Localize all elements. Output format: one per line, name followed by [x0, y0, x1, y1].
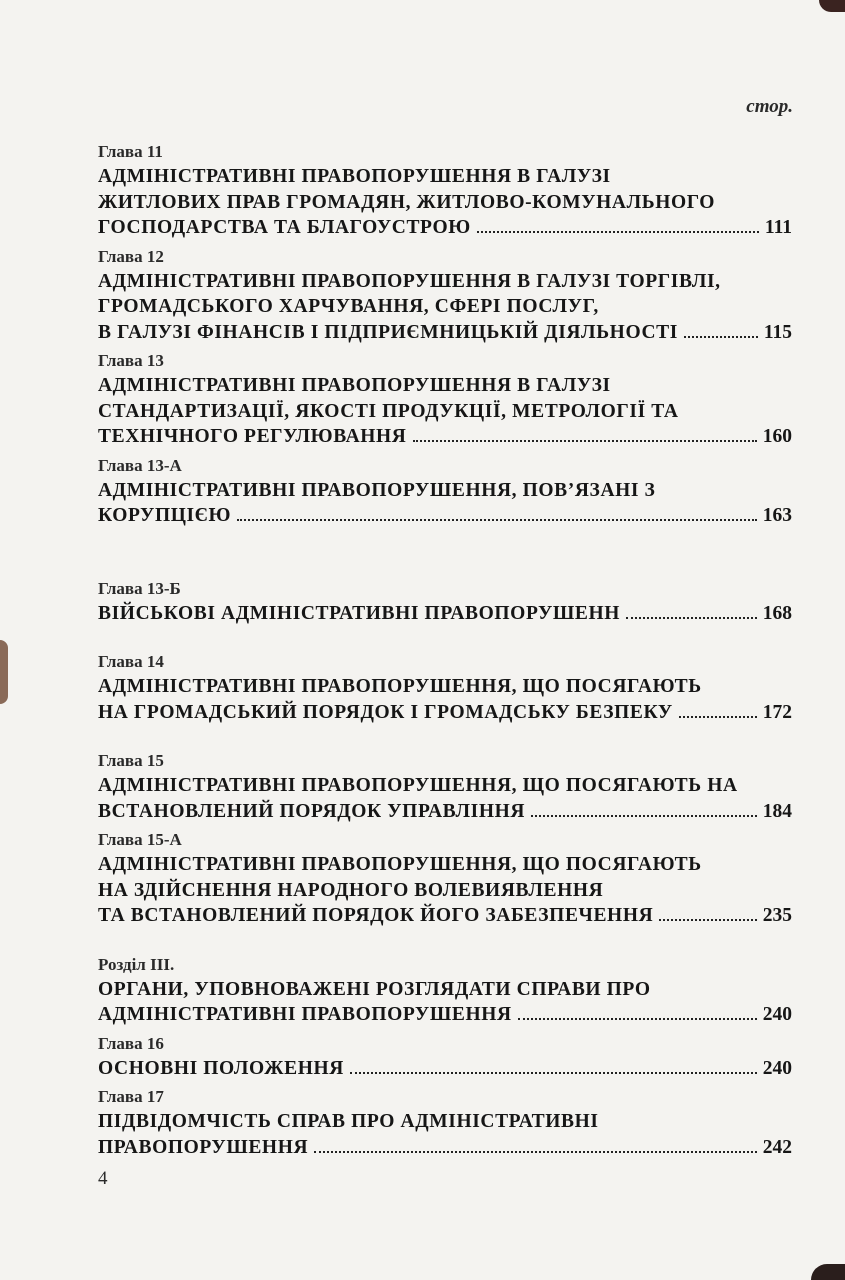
entry-title-line: АДМІНІСТРАТИВНІ ПРАВОПОРУШЕННЯ В ГАЛУЗІ [98, 166, 611, 187]
entry-title-line: АДМІНІСТРАТИВНІ ПРАВОПОРУШЕННЯ, ЩО ПОСЯГАЮТЬ [98, 854, 702, 875]
entry-title-line: ОРГАНИ, УПОВНОВАЖЕНІ РОЗГЛЯДАТИ СПРАВИ ПРО [98, 978, 651, 1000]
toc-entry-ch14 [98, 650, 792, 725]
chapter-label: Глава 15 [98, 751, 164, 770]
page-number: 172 [762, 701, 792, 723]
page-number: 111 [764, 217, 792, 238]
chapter-label: Глава 14 [98, 652, 164, 671]
entry-last-line [98, 1056, 792, 1082]
toc-entry-section3 [98, 953, 792, 1028]
entry-title-line: ГРОМАДСЬКОГО ХАРЧУВАННЯ, СФЕРІ ПОСЛУГ, [98, 296, 599, 317]
entry-title-line: ГОСПОДАРСТВА ТА БЛАГОУСТРОЮ [98, 217, 471, 238]
entry-last-line [98, 903, 792, 929]
dot-leader [314, 1151, 757, 1153]
entry-last-line [98, 799, 792, 825]
chapter-label: Глава 13-Б [98, 578, 181, 598]
entry-title-line: ЖИТЛОВИХ ПРАВ ГРОМАДЯН, ЖИТЛОВО-КОМУНАЛЬНОГО [98, 191, 716, 213]
page-edge-shadow [0, 640, 8, 704]
entry-last-line [98, 424, 792, 450]
page-edge-shadow [819, 0, 845, 12]
dot-leader [237, 519, 757, 521]
chapter-label: Глава 13 [98, 351, 164, 370]
entry-title-line: ВСТАНОВЛЕНИЙ ПОРЯДОК УПРАВЛІННЯ [98, 800, 526, 822]
entry-title-line: АДМІНІСТРАТИВНІ ПРАВОПОРУШЕННЯ, ПОВ’ЯЗАНІ З [98, 479, 656, 501]
toc-entry-ch15 [98, 749, 792, 824]
entry-title-line: АДМІНІСТРАТИВНІ ПРАВОПОРУШЕННЯ В ГАЛУЗІ ТОРГІВЛІ, [98, 270, 721, 292]
entry-title-line: В ГАЛУЗІ ФІНАНСІВ І ПІДПРИЄМНИЦЬКІЙ ДІЯЛЬНОСТІ [98, 321, 678, 343]
page-number: 242 [762, 1136, 792, 1158]
entry-last-line [98, 503, 792, 529]
entry-title-line: НА ЗДІЙСНЕННЯ НАРОДНОГО ВОЛЕВИЯВЛЕННЯ [98, 879, 604, 901]
toc-entry-ch12 [98, 245, 792, 346]
page-number: 163 [762, 505, 792, 526]
page-number: 168 [762, 602, 792, 624]
entry-title-line: ПРАВОПОРУШЕННЯ [98, 1136, 309, 1158]
dot-leader [350, 1072, 757, 1074]
entry-title-line: ПІДВІДОМЧІСТЬ СПРАВ ПРО АДМІНІСТРАТИВНІ [98, 1111, 599, 1132]
page-column-header: стор. [746, 96, 793, 117]
dot-leader [679, 716, 757, 718]
entry-title-line: ТЕХНІЧНОГО РЕГУЛЮВАННЯ [98, 426, 407, 447]
entry-last-line [98, 1002, 792, 1028]
dot-leader [531, 815, 757, 817]
page-number: 184 [762, 800, 792, 822]
page-number: 115 [763, 321, 792, 343]
toc-entry-ch17 [98, 1085, 792, 1160]
entry-title-line: АДМІНІСТРАТИВНІ ПРАВОПОРУШЕННЯ, ЩО ПОСЯГАЮТЬ [98, 676, 702, 697]
toc-entry-ch15a [98, 828, 792, 929]
chapter-label: Глава 12 [98, 246, 164, 266]
entry-last-line [98, 1135, 792, 1161]
entry-last-line [98, 601, 792, 627]
entry-last-line [98, 215, 792, 241]
entry-last-line [98, 700, 792, 726]
chapter-label: Глава 13-А [98, 455, 182, 475]
entry-title-line: КОРУПЦІЄЮ [98, 505, 232, 526]
entry-last-line [98, 320, 792, 346]
chapter-label: Глава 16 [98, 1033, 164, 1053]
page-edge-shadow [811, 1264, 845, 1280]
dot-leader [413, 440, 757, 442]
dot-leader [684, 336, 758, 338]
dot-leader [626, 617, 757, 619]
toc-entry-ch11 [98, 140, 792, 241]
page-number: 240 [762, 1057, 792, 1079]
entry-title-line: ВІЙСЬКОВІ АДМІНІСТРАТИВНІ ПРАВОПОРУШЕНН [98, 602, 621, 624]
toc-entry-ch13a [98, 454, 792, 529]
dot-leader [659, 919, 756, 921]
chapter-label: Глава 11 [98, 142, 163, 161]
page-number: 160 [762, 426, 792, 447]
page-footer-number: 4 [98, 1168, 108, 1189]
page-number: 240 [762, 1004, 792, 1025]
entry-title-line: АДМІНІСТРАТИВНІ ПРАВОПОРУШЕННЯ, ЩО ПОСЯГАЮТЬ НА [98, 775, 738, 796]
entry-title-line: ТА ВСТАНОВЛЕНИЙ ПОРЯДОК ЙОГО ЗАБЕЗПЕЧЕННЯ [98, 905, 654, 926]
chapter-label: Глава 17 [98, 1087, 164, 1106]
toc-entry-ch13b [98, 577, 792, 627]
dot-leader [518, 1018, 757, 1020]
entry-title-line: НА ГРОМАДСЬКИЙ ПОРЯДОК І ГРОМАДСЬКУ БЕЗПЕКУ [98, 701, 673, 723]
toc-entry-ch16 [98, 1032, 792, 1082]
table-of-contents [98, 140, 792, 1160]
toc-entry-ch13 [98, 349, 792, 450]
dot-leader [477, 231, 759, 233]
entry-title-line: АДМІНІСТРАТИВНІ ПРАВОПОРУШЕННЯ [98, 1004, 512, 1025]
page-number: 235 [762, 905, 792, 926]
section-label: Розділ III. [98, 954, 175, 974]
entry-title-line: АДМІНІСТРАТИВНІ ПРАВОПОРУШЕННЯ В ГАЛУЗІ [98, 375, 611, 396]
entry-title-line: СТАНДАРТИЗАЦІЇ, ЯКОСТІ ПРОДУКЦІЇ, МЕТРОЛОГІЇ ТА [98, 400, 679, 422]
entry-title-line: ОСНОВНІ ПОЛОЖЕННЯ [98, 1057, 344, 1079]
chapter-label: Глава 15-А [98, 830, 182, 849]
